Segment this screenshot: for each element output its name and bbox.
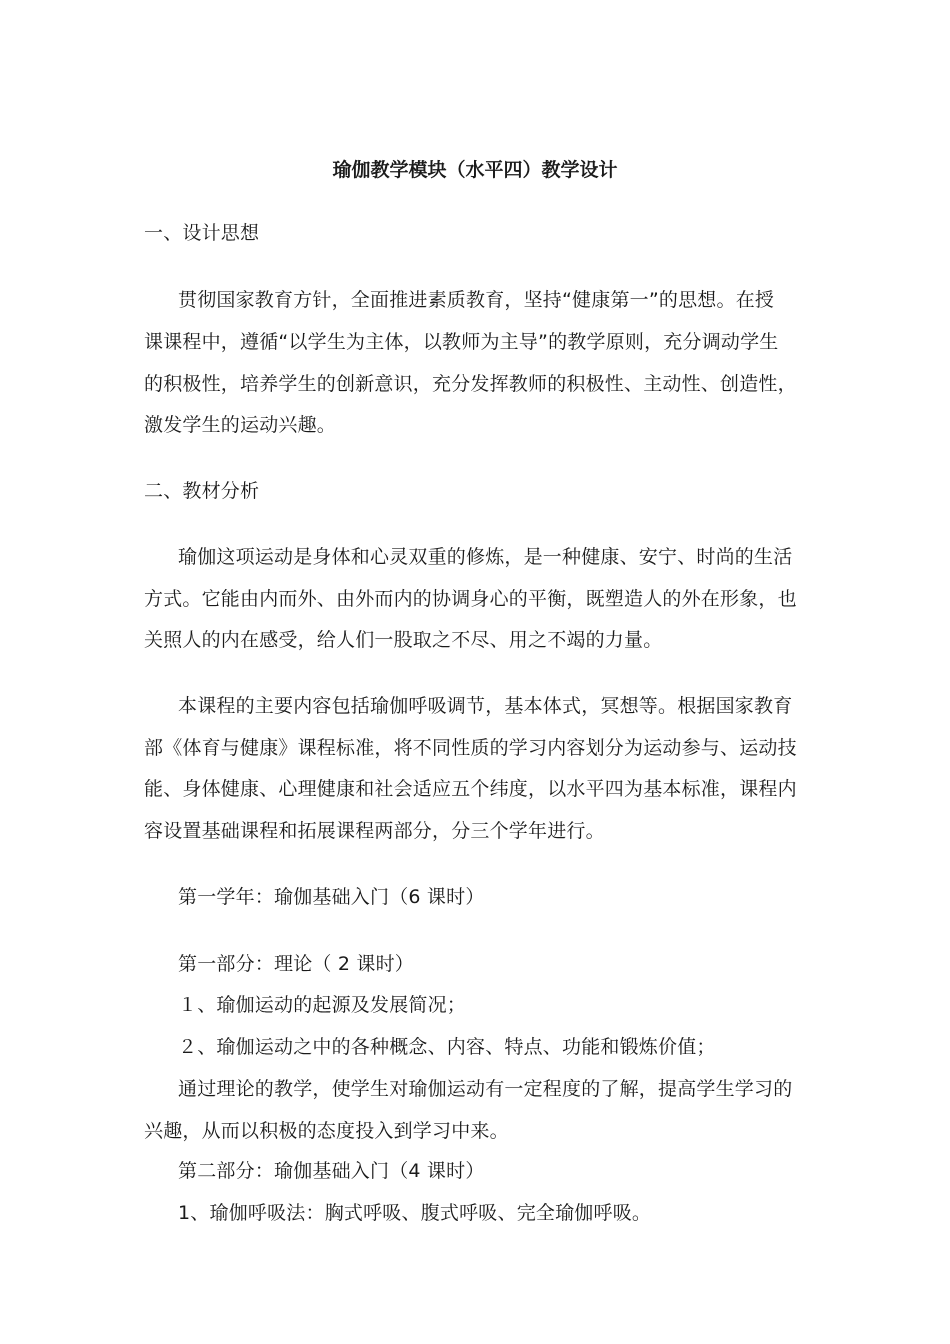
paragraph-line: 部《体育与健康》课程标准，将不同性质的学习内容划分为运动参与、运动技 bbox=[144, 737, 797, 759]
part1-heading: 第一部分：理论（ 2 课时） bbox=[178, 953, 414, 975]
paragraph-line: 瑜伽这项运动是身体和心灵双重的修炼，是一种健康、安宁、时尚的生活 bbox=[178, 546, 793, 568]
paragraph-line: 关照人的内在感受，给人们一股取之不尽、用之不竭的力量。 bbox=[144, 629, 663, 651]
part2-heading: 第二部分：瑜伽基础入门（4 课时） bbox=[178, 1160, 485, 1182]
paragraph-line: 贯彻国家教育方针，全面推进素质教育，坚持“健康第一”的思想。在授 bbox=[178, 289, 775, 311]
section-heading-material-analysis: 二、教材分析 bbox=[144, 480, 260, 502]
list-item: 1、瑜伽呼吸法：胸式呼吸、腹式呼吸、完全瑜伽呼吸。 bbox=[178, 1202, 652, 1224]
paragraph-line: 方式。它能由内而外、由外而内的协调身心的平衡，既塑造人的外在形象，也 bbox=[144, 588, 797, 610]
paragraph-line: 能、身体健康、心理健康和社会适应五个纬度，以水平四为基本标准，课程内 bbox=[144, 778, 797, 800]
paragraph-line: 兴趣，从而以积极的态度投入到学习中来。 bbox=[144, 1120, 509, 1142]
list-item: １、瑜伽运动的起源及发展简况； bbox=[178, 994, 467, 1016]
page-title: 瑜伽教学模块（水平四）教学设计 bbox=[332, 159, 618, 181]
paragraph-line: 课课程中，遵循“以学生为主体，以教师为主导”的教学原则，充分调动学生 bbox=[144, 331, 779, 353]
paragraph-line: 容设置基础课程和拓展课程两部分，分三个学年进行。 bbox=[144, 820, 605, 842]
paragraph-line: 的积极性，培养学生的创新意识，充分发挥教师的积极性、主动性、创造性， bbox=[144, 373, 797, 395]
year1-heading: 第一学年：瑜伽基础入门（6 课时） bbox=[178, 886, 485, 908]
section-heading-design-idea: 一、设计思想 bbox=[144, 222, 260, 244]
paragraph-line: 通过理论的教学，使学生对瑜伽运动有一定程度的了解，提高学生学习的 bbox=[178, 1078, 793, 1100]
paragraph-line: 本课程的主要内容包括瑜伽呼吸调节，基本体式，冥想等。根据国家教育 bbox=[178, 695, 793, 717]
list-item: ２、瑜伽运动之中的各种概念、内容、特点、功能和锻炼价值； bbox=[178, 1036, 716, 1058]
paragraph-line: 激发学生的运动兴趣。 bbox=[144, 414, 337, 436]
